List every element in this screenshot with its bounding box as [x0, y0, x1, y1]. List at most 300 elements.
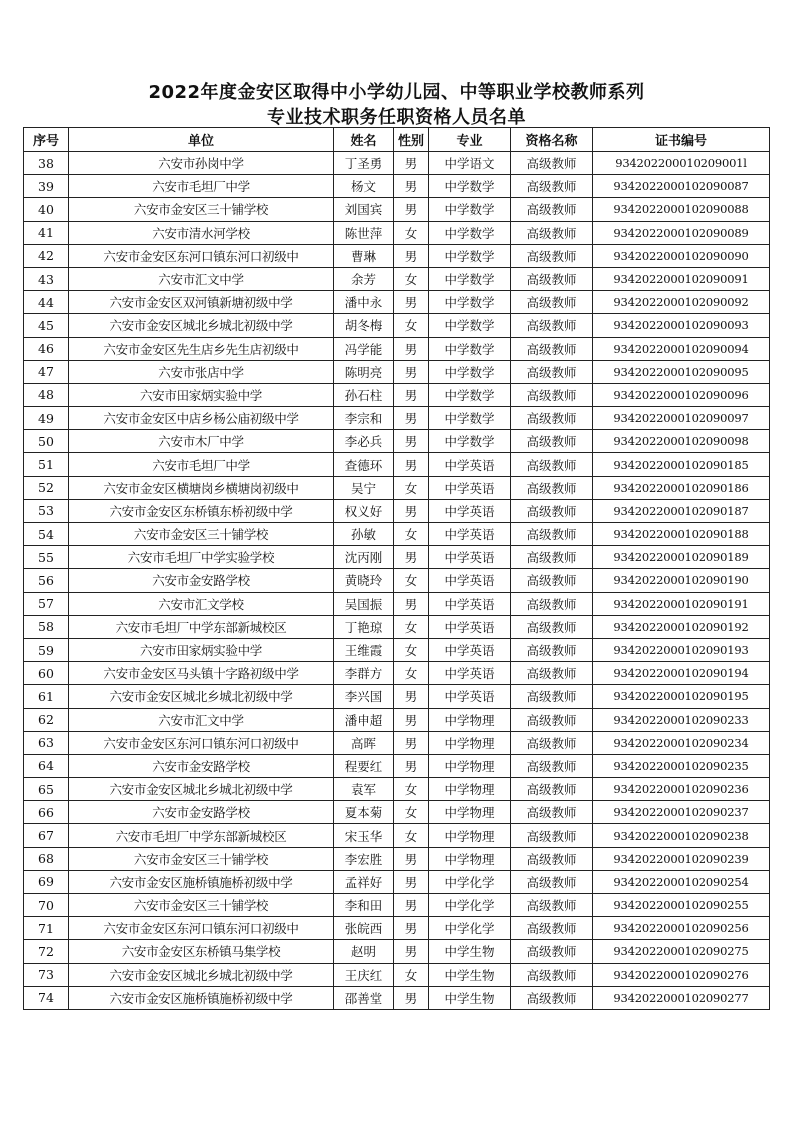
- cell-unit: 六安市田家炳实验中学: [69, 638, 334, 661]
- table-row: [24, 175, 770, 198]
- table-row: [24, 685, 770, 708]
- table-body: [24, 152, 770, 1010]
- cell-name: 夏本菊: [334, 801, 394, 824]
- cell-certificate-number: 9342022000102090090: [593, 244, 770, 267]
- cell-name: 孙石柱: [334, 383, 394, 406]
- cell-major: 中学英语: [429, 476, 511, 499]
- cell-gender: 男: [394, 198, 429, 221]
- cell-major: 中学数学: [429, 360, 511, 383]
- cell-unit: 六安市孙岗中学: [69, 152, 334, 175]
- cell-name: 查德环: [334, 453, 394, 476]
- cell-unit: 六安市毛坦厂中学实验学校: [69, 546, 334, 569]
- cell-gender: 男: [394, 894, 429, 917]
- cell-certificate-number: 9342022000102090186: [593, 476, 770, 499]
- cell-certificate-number: 9342022000102090087: [593, 175, 770, 198]
- cell-name: 刘国宾: [334, 198, 394, 221]
- cell-certificate-number: 9342022000102090254: [593, 870, 770, 893]
- cell-certificate-number: 9342022000102090188: [593, 523, 770, 546]
- table-row: [24, 870, 770, 893]
- cell-qualification: 高级教师: [511, 152, 593, 175]
- cell-qualification: 高级教师: [511, 662, 593, 685]
- cell-qualification: 高级教师: [511, 824, 593, 847]
- cell-gender: 女: [394, 662, 429, 685]
- cell-gender: 男: [394, 940, 429, 963]
- cell-major: 中学语文: [429, 152, 511, 175]
- cell-index: 45: [24, 314, 69, 337]
- cell-index: 42: [24, 244, 69, 267]
- cell-major: 中学物理: [429, 754, 511, 777]
- cell-unit: 六安市金安区马头镇十字路初级中学: [69, 662, 334, 685]
- cell-gender: 男: [394, 847, 429, 870]
- cell-major: 中学生物: [429, 940, 511, 963]
- cell-name: 王庆红: [334, 963, 394, 986]
- cell-unit: 六安市金安区三十铺学校: [69, 894, 334, 917]
- table-row: [24, 383, 770, 406]
- cell-index: 57: [24, 592, 69, 615]
- cell-gender: 男: [394, 407, 429, 430]
- cell-name: 邵善堂: [334, 986, 394, 1009]
- cell-unit: 六安市金安区东河口镇东河口初级中: [69, 244, 334, 267]
- cell-unit: 六安市金安区中店乡杨公庙初级中学: [69, 407, 334, 430]
- cell-gender: 男: [394, 337, 429, 360]
- cell-qualification: 高级教师: [511, 360, 593, 383]
- cell-major: 中学英语: [429, 662, 511, 685]
- cell-major: 中学数学: [429, 221, 511, 244]
- cell-major: 中学数学: [429, 383, 511, 406]
- cell-name: 余芳: [334, 267, 394, 290]
- cell-index: 43: [24, 267, 69, 290]
- header-certificate-number: 证书编号: [593, 128, 770, 152]
- cell-qualification: 高级教师: [511, 453, 593, 476]
- cell-unit: 六安市汇文中学: [69, 267, 334, 290]
- cell-name: 陈明亮: [334, 360, 394, 383]
- table-row: [24, 291, 770, 314]
- cell-index: 72: [24, 940, 69, 963]
- cell-index: 49: [24, 407, 69, 430]
- cell-index: 54: [24, 523, 69, 546]
- cell-gender: 女: [394, 963, 429, 986]
- cell-unit: 六安市金安区三十铺学校: [69, 523, 334, 546]
- cell-index: 39: [24, 175, 69, 198]
- cell-major: 中学生物: [429, 963, 511, 986]
- cell-certificate-number: 9342022000102090187: [593, 499, 770, 522]
- cell-certificate-number: 9342022000102090193: [593, 638, 770, 661]
- cell-index: 38: [24, 152, 69, 175]
- cell-qualification: 高级教师: [511, 221, 593, 244]
- cell-unit: 六安市金安路学校: [69, 569, 334, 592]
- cell-qualification: 高级教师: [511, 754, 593, 777]
- cell-major: 中学数学: [429, 244, 511, 267]
- cell-gender: 女: [394, 476, 429, 499]
- cell-certificate-number: 9342022000102090092: [593, 291, 770, 314]
- cell-gender: 男: [394, 754, 429, 777]
- cell-certificate-number: 9342022000102090192: [593, 615, 770, 638]
- cell-gender: 女: [394, 569, 429, 592]
- cell-unit: 六安市金安区东桥镇东桥初级中学: [69, 499, 334, 522]
- cell-unit: 六安市毛坦厂中学东部新城校区: [69, 824, 334, 847]
- cell-index: 46: [24, 337, 69, 360]
- cell-index: 73: [24, 963, 69, 986]
- cell-unit: 六安市金安区双河镇新塘初级中学: [69, 291, 334, 314]
- cell-gender: 男: [394, 685, 429, 708]
- table-row: [24, 592, 770, 615]
- cell-name: 王维霞: [334, 638, 394, 661]
- cell-name: 权义好: [334, 499, 394, 522]
- cell-index: 58: [24, 615, 69, 638]
- cell-name: 孙敏: [334, 523, 394, 546]
- table-row: [24, 754, 770, 777]
- table-row: [24, 198, 770, 221]
- cell-qualification: 高级教师: [511, 847, 593, 870]
- cell-qualification: 高级教师: [511, 523, 593, 546]
- cell-certificate-number: 9342022000102090233: [593, 708, 770, 731]
- table-row: [24, 708, 770, 731]
- table-row: [24, 662, 770, 685]
- cell-certificate-number: 9342022000102090091: [593, 267, 770, 290]
- cell-major: 中学数学: [429, 175, 511, 198]
- cell-major: 中学英语: [429, 638, 511, 661]
- table-row: [24, 824, 770, 847]
- cell-major: 中学数学: [429, 407, 511, 430]
- cell-qualification: 高级教师: [511, 986, 593, 1009]
- cell-index: 70: [24, 894, 69, 917]
- cell-index: 74: [24, 986, 69, 1009]
- cell-qualification: 高级教师: [511, 801, 593, 824]
- cell-gender: 男: [394, 546, 429, 569]
- table-row: [24, 801, 770, 824]
- cell-major: 中学数学: [429, 267, 511, 290]
- cell-gender: 女: [394, 221, 429, 244]
- cell-certificate-number: 9342022000102090096: [593, 383, 770, 406]
- header-gender: 性别: [394, 128, 429, 152]
- table-row: [24, 267, 770, 290]
- cell-unit: 六安市金安区三十铺学校: [69, 847, 334, 870]
- cell-major: 中学物理: [429, 824, 511, 847]
- table-row: [24, 314, 770, 337]
- personnel-table: [23, 127, 770, 1010]
- cell-unit: 六安市金安区施桥镇施桥初级中学: [69, 986, 334, 1009]
- cell-name: 李群方: [334, 662, 394, 685]
- cell-gender: 男: [394, 731, 429, 754]
- table-row: [24, 615, 770, 638]
- cell-unit: 六安市毛坦厂中学: [69, 453, 334, 476]
- cell-major: 中学化学: [429, 917, 511, 940]
- cell-major: 中学数学: [429, 291, 511, 314]
- table-row: [24, 986, 770, 1009]
- cell-major: 中学英语: [429, 546, 511, 569]
- table-row: [24, 940, 770, 963]
- cell-qualification: 高级教师: [511, 569, 593, 592]
- cell-name: 冯学能: [334, 337, 394, 360]
- cell-name: 赵明: [334, 940, 394, 963]
- cell-name: 黄晓玲: [334, 569, 394, 592]
- cell-certificate-number: 9342022000102090239: [593, 847, 770, 870]
- cell-unit: 六安市毛坦厂中学东部新城校区: [69, 615, 334, 638]
- cell-certificate-number: 9342022000102090256: [593, 917, 770, 940]
- cell-major: 中学物理: [429, 847, 511, 870]
- cell-name: 李必兵: [334, 430, 394, 453]
- cell-index: 61: [24, 685, 69, 708]
- cell-unit: 六安市金安区三十铺学校: [69, 198, 334, 221]
- cell-qualification: 高级教师: [511, 685, 593, 708]
- cell-gender: 男: [394, 986, 429, 1009]
- cell-certificate-number: 9342022000102090237: [593, 801, 770, 824]
- cell-major: 中学生物: [429, 986, 511, 1009]
- table-row: [24, 523, 770, 546]
- cell-qualification: 高级教师: [511, 638, 593, 661]
- table-row: [24, 546, 770, 569]
- cell-index: 52: [24, 476, 69, 499]
- cell-name: 李宗和: [334, 407, 394, 430]
- cell-gender: 男: [394, 244, 429, 267]
- cell-certificate-number: 9342022000102090191: [593, 592, 770, 615]
- cell-gender: 女: [394, 523, 429, 546]
- cell-certificate-number: 9342022000102090094: [593, 337, 770, 360]
- cell-certificate-number: 9342022000102090255: [593, 894, 770, 917]
- table-row: [24, 917, 770, 940]
- cell-certificate-number: 9342022000102090189: [593, 546, 770, 569]
- cell-qualification: 高级教师: [511, 870, 593, 893]
- cell-index: 65: [24, 778, 69, 801]
- table-row: [24, 731, 770, 754]
- cell-certificate-number: 9342022000102090194: [593, 662, 770, 685]
- cell-name: 李兴国: [334, 685, 394, 708]
- table-row: [24, 499, 770, 522]
- cell-qualification: 高级教师: [511, 244, 593, 267]
- cell-certificate-number: 9342022000102090093: [593, 314, 770, 337]
- header-index: 序号: [24, 128, 69, 152]
- cell-index: 60: [24, 662, 69, 685]
- cell-certificate-number: 9342022000102090095: [593, 360, 770, 383]
- cell-gender: 女: [394, 824, 429, 847]
- cell-index: 66: [24, 801, 69, 824]
- header-qualification: 资格名称: [511, 128, 593, 152]
- cell-major: 中学化学: [429, 894, 511, 917]
- cell-certificate-number: 9342022000102090238: [593, 824, 770, 847]
- table-row: [24, 963, 770, 986]
- cell-index: 62: [24, 708, 69, 731]
- header-major: 专业: [429, 128, 511, 152]
- cell-certificate-number: 9342022000102090276: [593, 963, 770, 986]
- cell-qualification: 高级教师: [511, 731, 593, 754]
- cell-gender: 男: [394, 360, 429, 383]
- cell-major: 中学英语: [429, 615, 511, 638]
- cell-unit: 六安市清水河学校: [69, 221, 334, 244]
- cell-certificate-number: 9342022000102090275: [593, 940, 770, 963]
- table-row: [24, 430, 770, 453]
- cell-certificate-number: 9342022000102090185: [593, 453, 770, 476]
- cell-gender: 男: [394, 291, 429, 314]
- cell-unit: 六安市汇文中学: [69, 708, 334, 731]
- cell-index: 71: [24, 917, 69, 940]
- cell-qualification: 高级教师: [511, 778, 593, 801]
- cell-index: 51: [24, 453, 69, 476]
- cell-major: 中学英语: [429, 499, 511, 522]
- cell-major: 中学物理: [429, 731, 511, 754]
- table-row: [24, 453, 770, 476]
- cell-qualification: 高级教师: [511, 337, 593, 360]
- cell-qualification: 高级教师: [511, 430, 593, 453]
- cell-qualification: 高级教师: [511, 407, 593, 430]
- cell-qualification: 高级教师: [511, 499, 593, 522]
- cell-index: 63: [24, 731, 69, 754]
- document-title-line-1: 2022年度金安区取得中小学幼儿园、中等职业学校教师系列: [148, 82, 645, 103]
- cell-certificate-number: 9342022000102090190: [593, 569, 770, 592]
- cell-gender: 男: [394, 708, 429, 731]
- cell-major: 中学数学: [429, 198, 511, 221]
- cell-certificate-number: 9342022000102090098: [593, 430, 770, 453]
- cell-qualification: 高级教师: [511, 175, 593, 198]
- table-row: [24, 894, 770, 917]
- cell-gender: 女: [394, 801, 429, 824]
- cell-gender: 男: [394, 430, 429, 453]
- cell-major: 中学英语: [429, 453, 511, 476]
- cell-major: 中学英语: [429, 685, 511, 708]
- cell-major: 中学英语: [429, 523, 511, 546]
- cell-unit: 六安市金安区城北乡城北初级中学: [69, 685, 334, 708]
- cell-name: 胡冬梅: [334, 314, 394, 337]
- cell-major: 中学物理: [429, 801, 511, 824]
- cell-name: 高晖: [334, 731, 394, 754]
- cell-certificate-number: 9342022000102090236: [593, 778, 770, 801]
- table-row: [24, 778, 770, 801]
- cell-index: 56: [24, 569, 69, 592]
- table-row: [24, 638, 770, 661]
- cell-certificate-number: 9342022000102090234: [593, 731, 770, 754]
- cell-name: 宋玉华: [334, 824, 394, 847]
- cell-qualification: 高级教师: [511, 546, 593, 569]
- cell-index: 64: [24, 754, 69, 777]
- cell-name: 曹琳: [334, 244, 394, 267]
- cell-major: 中学数学: [429, 314, 511, 337]
- cell-gender: 男: [394, 152, 429, 175]
- cell-gender: 女: [394, 314, 429, 337]
- cell-qualification: 高级教师: [511, 894, 593, 917]
- cell-certificate-number: 9342022000102090089: [593, 221, 770, 244]
- cell-certificate-number: 9342022000102090097: [593, 407, 770, 430]
- cell-qualification: 高级教师: [511, 383, 593, 406]
- cell-index: 55: [24, 546, 69, 569]
- cell-unit: 六安市张店中学: [69, 360, 334, 383]
- table-row: [24, 337, 770, 360]
- cell-qualification: 高级教师: [511, 940, 593, 963]
- cell-name: 吴宁: [334, 476, 394, 499]
- cell-index: 53: [24, 499, 69, 522]
- cell-unit: 六安市木厂中学: [69, 430, 334, 453]
- cell-gender: 男: [394, 453, 429, 476]
- table-row: [24, 476, 770, 499]
- cell-index: 41: [24, 221, 69, 244]
- cell-unit: 六安市金安路学校: [69, 754, 334, 777]
- cell-gender: 男: [394, 383, 429, 406]
- cell-major: 中学数学: [429, 430, 511, 453]
- cell-index: 69: [24, 870, 69, 893]
- cell-index: 68: [24, 847, 69, 870]
- cell-qualification: 高级教师: [511, 708, 593, 731]
- cell-unit: 六安市金安区城北乡城北初级中学: [69, 314, 334, 337]
- document-title-line-2: 专业技术职务任职资格人员名单: [267, 107, 526, 128]
- cell-unit: 六安市金安区横塘岗乡横塘岗初级中: [69, 476, 334, 499]
- cell-unit: 六安市金安区东河口镇东河口初级中: [69, 917, 334, 940]
- cell-gender: 女: [394, 267, 429, 290]
- cell-major: 中学化学: [429, 870, 511, 893]
- cell-unit: 六安市金安区东桥镇马集学校: [69, 940, 334, 963]
- cell-unit: 六安市金安路学校: [69, 801, 334, 824]
- cell-qualification: 高级教师: [511, 198, 593, 221]
- cell-major: 中学数学: [429, 337, 511, 360]
- cell-unit: 六安市汇文学校: [69, 592, 334, 615]
- cell-name: 吴国振: [334, 592, 394, 615]
- cell-unit: 六安市金安区东河口镇东河口初级中: [69, 731, 334, 754]
- cell-name: 丁圣勇: [334, 152, 394, 175]
- cell-certificate-number: 9342022000102090277: [593, 986, 770, 1009]
- cell-unit: 六安市田家炳实验中学: [69, 383, 334, 406]
- cell-certificate-number: 9342022000102090235: [593, 754, 770, 777]
- cell-index: 44: [24, 291, 69, 314]
- table-row: [24, 244, 770, 267]
- table-row: [24, 360, 770, 383]
- cell-name: 孟祥好: [334, 870, 394, 893]
- cell-certificate-number: 9342022000102090088: [593, 198, 770, 221]
- table-row: [24, 847, 770, 870]
- cell-name: 沈丙刚: [334, 546, 394, 569]
- cell-qualification: 高级教师: [511, 917, 593, 940]
- cell-index: 67: [24, 824, 69, 847]
- table-row: [24, 407, 770, 430]
- cell-major: 中学英语: [429, 569, 511, 592]
- cell-unit: 六安市毛坦厂中学: [69, 175, 334, 198]
- cell-index: 50: [24, 430, 69, 453]
- cell-index: 48: [24, 383, 69, 406]
- cell-name: 程要红: [334, 754, 394, 777]
- cell-gender: 男: [394, 917, 429, 940]
- cell-qualification: 高级教师: [511, 314, 593, 337]
- cell-major: 中学英语: [429, 592, 511, 615]
- cell-name: 丁艳琼: [334, 615, 394, 638]
- cell-name: 潘中永: [334, 291, 394, 314]
- cell-index: 40: [24, 198, 69, 221]
- cell-index: 47: [24, 360, 69, 383]
- cell-certificate-number: 9342022000102090195: [593, 685, 770, 708]
- cell-gender: 男: [394, 870, 429, 893]
- cell-name: 张皖西: [334, 917, 394, 940]
- cell-name: 李和田: [334, 894, 394, 917]
- cell-qualification: 高级教师: [511, 963, 593, 986]
- cell-qualification: 高级教师: [511, 267, 593, 290]
- table-row: [24, 221, 770, 244]
- cell-unit: 六安市金安区城北乡城北初级中学: [69, 778, 334, 801]
- table-header-row: [24, 128, 770, 152]
- cell-gender: 男: [394, 175, 429, 198]
- cell-name: 陈世萍: [334, 221, 394, 244]
- cell-gender: 女: [394, 638, 429, 661]
- header-name: 姓名: [334, 128, 394, 152]
- cell-name: 袁军: [334, 778, 394, 801]
- cell-unit: 六安市金安区城北乡城北初级中学: [69, 963, 334, 986]
- table-row: [24, 569, 770, 592]
- cell-gender: 男: [394, 592, 429, 615]
- cell-name: 潘申超: [334, 708, 394, 731]
- cell-qualification: 高级教师: [511, 476, 593, 499]
- cell-gender: 女: [394, 778, 429, 801]
- cell-certificate-number: 934202200010209001l: [593, 152, 770, 175]
- cell-name: 李宏胜: [334, 847, 394, 870]
- cell-gender: 男: [394, 499, 429, 522]
- cell-qualification: 高级教师: [511, 592, 593, 615]
- cell-major: 中学物理: [429, 778, 511, 801]
- table-row: [24, 152, 770, 175]
- cell-unit: 六安市金安区先生店乡先生店初级中: [69, 337, 334, 360]
